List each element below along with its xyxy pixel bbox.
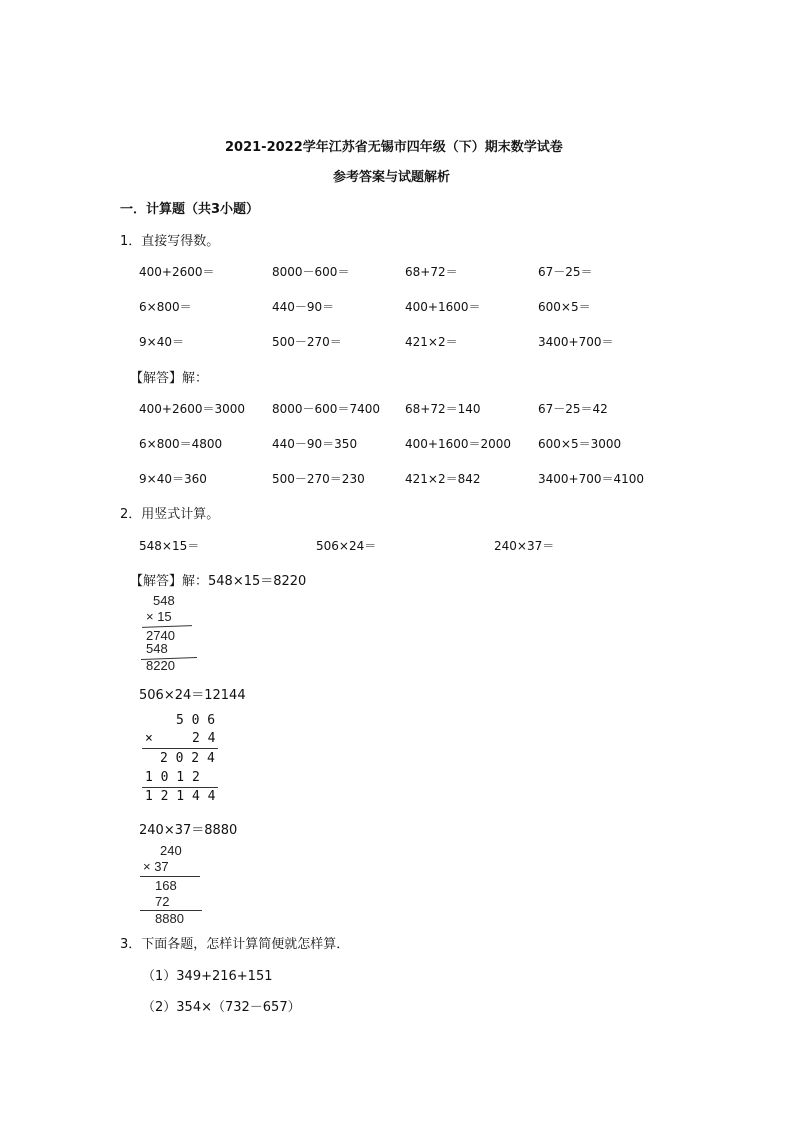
problem-item: （1）349+216+151 bbox=[142, 969, 273, 984]
document-title: 2021-2022学年江苏省无锡市四年级（下）期末数学试卷 bbox=[225, 140, 563, 155]
answer-cell: 440－90＝350 bbox=[272, 437, 358, 451]
partial-product: 168 bbox=[155, 878, 177, 893]
product: 8220 bbox=[146, 658, 175, 673]
problem-cell: 68+72＝ bbox=[405, 265, 458, 279]
answer-label: 【解答】解： bbox=[130, 371, 209, 386]
section-heading: 一．计算题（共3小题） bbox=[120, 202, 260, 217]
multiplicand: 240 bbox=[160, 843, 182, 858]
answer-cell: 6×800＝4800 bbox=[139, 437, 223, 451]
problem-cell: 548×15＝ bbox=[139, 539, 200, 553]
problem-cell: 8000－600＝ bbox=[272, 265, 350, 279]
problem-cell: 421×2＝ bbox=[405, 335, 458, 349]
answer-cell: 500－270＝230 bbox=[272, 472, 365, 486]
problem-cell: 500－270＝ bbox=[272, 335, 342, 349]
multiplier: × 15 bbox=[146, 609, 172, 624]
answer-cell: 9×40＝360 bbox=[139, 472, 207, 486]
partial-product: 548 bbox=[146, 641, 168, 656]
partial-product: 2 0 2 4 bbox=[160, 751, 215, 766]
answer-cell: 400+2600＝3000 bbox=[139, 402, 246, 416]
question-2-prompt: 2．用竖式计算。 bbox=[120, 507, 220, 522]
multiplicand: 548 bbox=[153, 593, 175, 608]
divider-line bbox=[142, 748, 218, 749]
partial-product: 1 0 1 2 bbox=[145, 770, 200, 785]
product: 8880 bbox=[155, 911, 184, 926]
problem-cell: 6×800＝ bbox=[139, 300, 192, 314]
problem-cell: 240×37＝ bbox=[494, 539, 555, 553]
problem-cell: 600×5＝ bbox=[538, 300, 591, 314]
answer-cell: 400+1600＝2000 bbox=[405, 437, 512, 451]
problem-cell: 440－90＝ bbox=[272, 300, 335, 314]
multiply-operator: × bbox=[145, 731, 153, 746]
question-1-prompt: 1．直接写得数。 bbox=[120, 234, 220, 249]
answer-line-3: 240×37＝8880 bbox=[139, 823, 238, 838]
problem-cell: 3400+700＝ bbox=[538, 335, 614, 349]
problem-cell: 400+2600＝ bbox=[139, 265, 215, 279]
answer-line-1: 【解答】解：548×15＝8220 bbox=[130, 574, 307, 589]
problem-cell: 506×24＝ bbox=[316, 539, 377, 553]
multiplier: × 37 bbox=[143, 859, 169, 874]
question-3-prompt: 3．下面各题，怎样计算简便就怎样算． bbox=[120, 937, 350, 952]
answer-cell: 8000－600＝7400 bbox=[272, 402, 380, 416]
problem-cell: 9×40＝ bbox=[139, 335, 184, 349]
multiplicand: 5 0 6 bbox=[176, 713, 216, 728]
divider-line bbox=[140, 876, 200, 877]
answer-line-2: 506×24＝12144 bbox=[139, 688, 246, 703]
divider-line bbox=[142, 787, 218, 788]
partial-product: 72 bbox=[155, 894, 170, 909]
answer-cell: 68+72＝140 bbox=[405, 402, 481, 416]
problem-cell: 400+1600＝ bbox=[405, 300, 481, 314]
answer-cell: 3400+700＝4100 bbox=[538, 472, 645, 486]
answer-cell: 600×5＝3000 bbox=[538, 437, 622, 451]
multiplier: 2 4 bbox=[192, 731, 216, 746]
problem-cell: 67－25＝ bbox=[538, 265, 593, 279]
partial-product: 2740 bbox=[146, 628, 175, 643]
problem-item: （2）354×（732－657） bbox=[142, 1000, 301, 1015]
answer-cell: 67－25＝42 bbox=[538, 402, 608, 416]
answer-cell: 421×2＝842 bbox=[405, 472, 481, 486]
document-subtitle: 参考答案与试题解析 bbox=[333, 170, 451, 185]
product: 1 2 1 4 4 bbox=[145, 789, 216, 804]
